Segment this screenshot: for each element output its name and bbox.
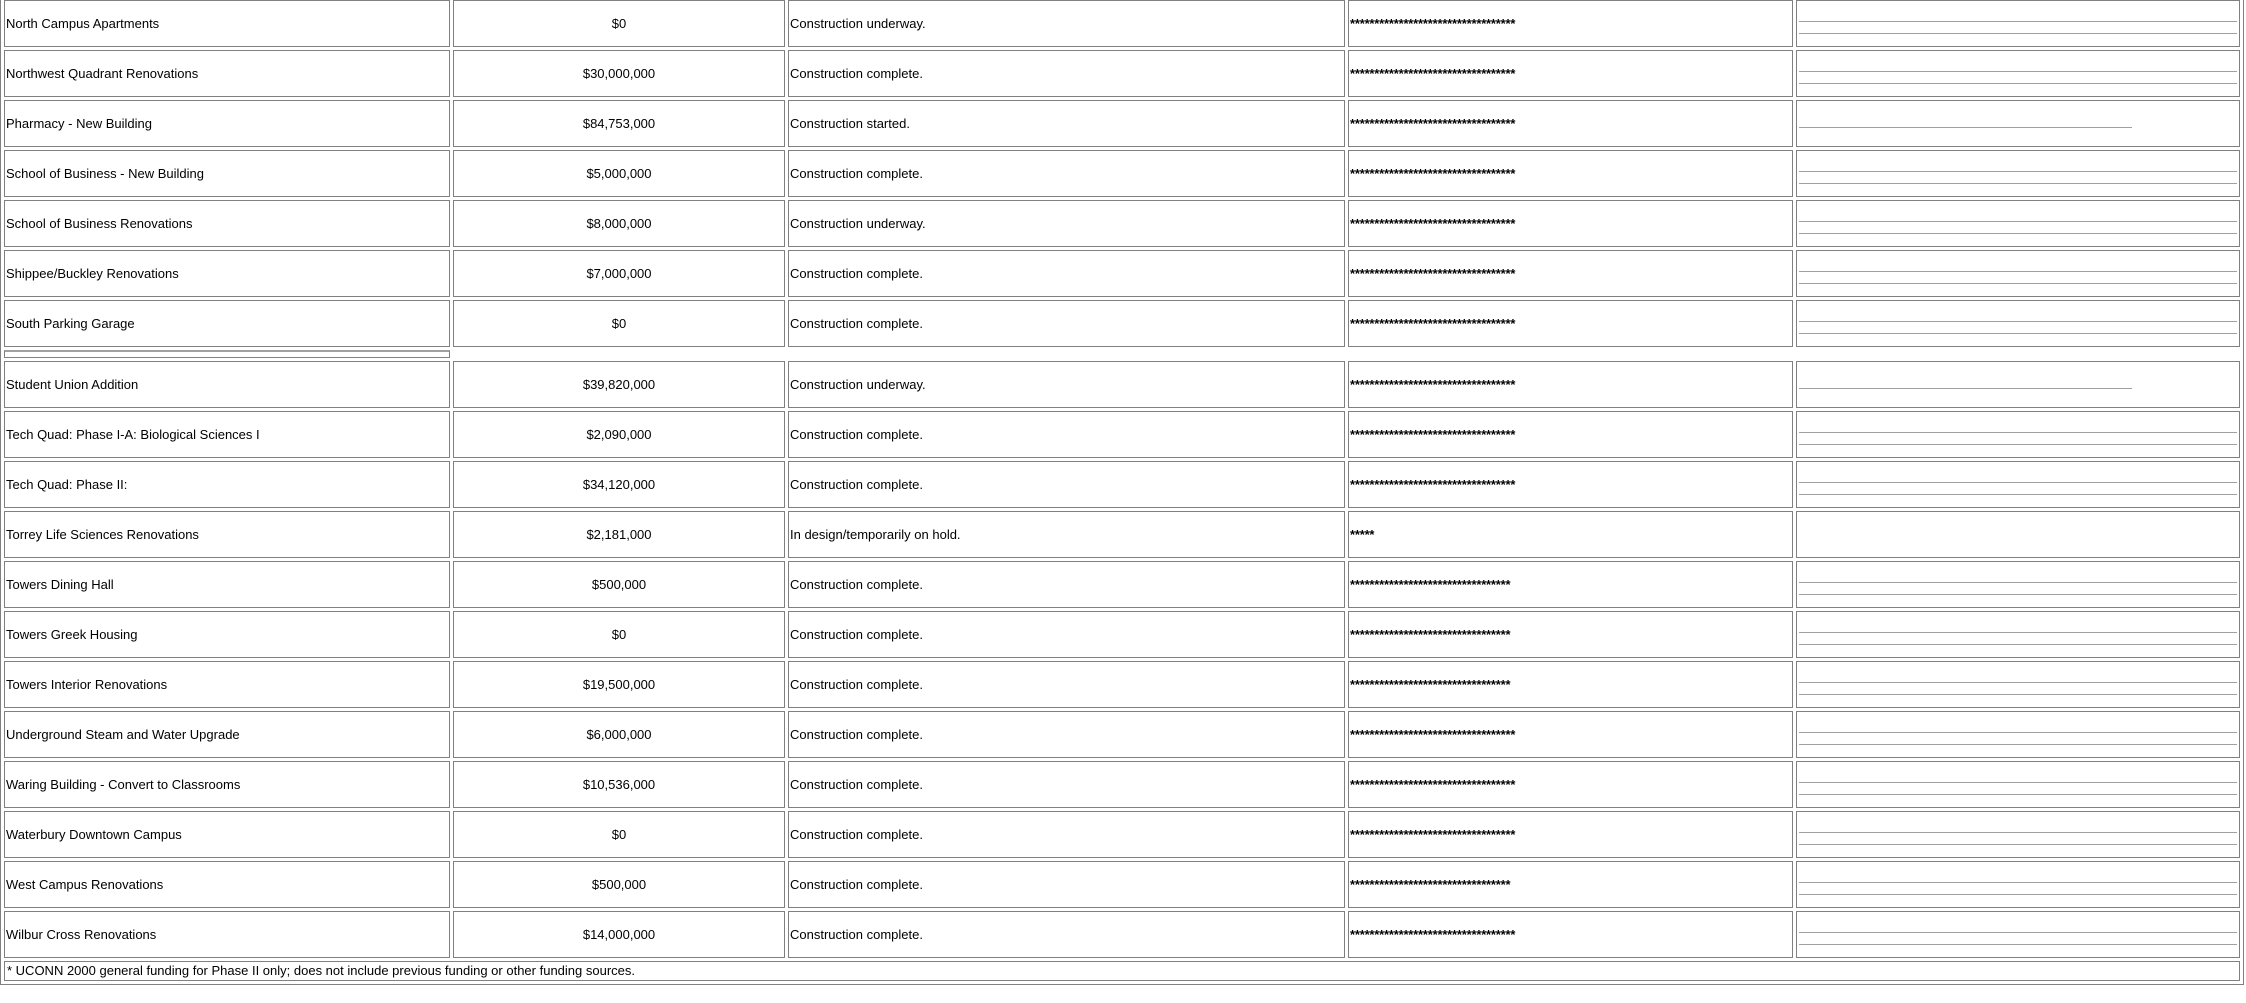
table-row [4, 411, 2240, 458]
progress-rule-bottom [1799, 33, 2237, 34]
project-funding: $10,536,000 [453, 761, 785, 808]
project-status: Construction complete. [788, 250, 1345, 297]
progress-rule-bottom [1799, 844, 2237, 845]
project-progress-bar [1796, 100, 2240, 147]
project-progress-bar [1796, 761, 2240, 808]
project-progress-bar [1796, 561, 2240, 608]
project-progress-bar [1796, 661, 2240, 708]
project-progress-stars: ********************************** [1348, 0, 1793, 47]
progress-rule-top [1799, 682, 2237, 683]
progress-rule-bottom [1799, 744, 2237, 745]
project-progress-stars: ********************************** [1348, 461, 1793, 508]
project-funding: $6,000,000 [453, 711, 785, 758]
project-progress-stars: ********************************** [1348, 150, 1793, 197]
progress-rule-bottom [1799, 494, 2237, 495]
table-row [4, 511, 2240, 558]
project-name: School of Business - New Building [4, 150, 450, 197]
project-name: Waring Building - Convert to Classrooms [4, 761, 450, 808]
progress-rule-bottom [1799, 83, 2237, 84]
project-progress-bar [1796, 511, 2240, 558]
table-row [4, 250, 2240, 297]
project-funding: $7,000,000 [453, 250, 785, 297]
table-row [4, 761, 2240, 808]
project-status: Construction complete. [788, 411, 1345, 458]
progress-rule-bottom [1799, 894, 2237, 895]
progress-rule-top [1799, 932, 2237, 933]
project-name: Student Union Addition [4, 361, 450, 408]
project-progress-stars: ***** [1348, 511, 1793, 558]
progress-rule-bottom [1799, 283, 2237, 284]
project-status: In design/temporarily on hold. [788, 511, 1345, 558]
table-row [4, 911, 2240, 958]
table-row [4, 200, 2240, 247]
project-progress-bar [1796, 411, 2240, 458]
project-progress-stars: ********************************** [1348, 100, 1793, 147]
progress-rule-top [1799, 432, 2237, 433]
project-name: Towers Dining Hall [4, 561, 450, 608]
project-funding: $0 [453, 811, 785, 858]
projects-table [1, 0, 2243, 961]
project-progress-stars: ********************************** [1348, 300, 1793, 347]
project-status: Construction complete. [788, 811, 1345, 858]
project-name: Northwest Quadrant Renovations [4, 50, 450, 97]
project-status: Construction complete. [788, 50, 1345, 97]
project-status: Construction underway. [788, 361, 1345, 408]
project-progress-bar [1796, 361, 2240, 408]
progress-rule-top [1799, 582, 2237, 583]
project-funding: $2,090,000 [453, 411, 785, 458]
project-name: Torrey Life Sciences Renovations [4, 511, 450, 558]
project-name: Shippee/Buckley Renovations [4, 250, 450, 297]
project-funding: $0 [453, 0, 785, 47]
project-name: School of Business Renovations [4, 200, 450, 247]
project-progress-bar [1796, 200, 2240, 247]
footnote: * UCONN 2000 general funding for Phase II only; does not include previous funding or other funding sources. [4, 961, 2240, 981]
project-funding: $0 [453, 300, 785, 347]
project-progress-stars: ********************************** [1348, 250, 1793, 297]
project-progress-stars: ********************************** [1348, 200, 1793, 247]
table-row [4, 361, 2240, 408]
project-name: West Campus Renovations [4, 861, 450, 908]
project-status: Construction complete. [788, 300, 1345, 347]
project-funding: $84,753,000 [453, 100, 785, 147]
progress-rule-top [1799, 832, 2237, 833]
progress-rule-top [1799, 321, 2237, 322]
table-row [4, 861, 2240, 908]
row-divider [4, 350, 2240, 358]
table-row [4, 711, 2240, 758]
progress-rule-top [1799, 221, 2237, 222]
project-funding: $8,000,000 [453, 200, 785, 247]
divider-cell [4, 350, 450, 358]
project-progress-bar [1796, 861, 2240, 908]
progress-rule [1799, 127, 2132, 128]
project-progress-bar [1796, 461, 2240, 508]
project-funding: $5,000,000 [453, 150, 785, 197]
progress-rule-top [1799, 882, 2237, 883]
progress-rule-top [1799, 21, 2237, 22]
progress-rule-top [1799, 171, 2237, 172]
progress-rule-top [1799, 632, 2237, 633]
project-progress-bar [1796, 711, 2240, 758]
progress-rule [1799, 388, 2132, 389]
project-progress-stars: ********************************** [1348, 50, 1793, 97]
project-name: Pharmacy - New Building [4, 100, 450, 147]
table-row [4, 611, 2240, 658]
project-status: Construction started. [788, 100, 1345, 147]
project-name: Tech Quad: Phase II: [4, 461, 450, 508]
project-status: Construction complete. [788, 611, 1345, 658]
project-progress-bar [1796, 50, 2240, 97]
progress-rule-bottom [1799, 594, 2237, 595]
table-row [4, 0, 2240, 47]
progress-rule-bottom [1799, 794, 2237, 795]
project-name: South Parking Garage [4, 300, 450, 347]
table-row [4, 461, 2240, 508]
project-funding: $500,000 [453, 561, 785, 608]
project-funding: $34,120,000 [453, 461, 785, 508]
table-row [4, 811, 2240, 858]
project-funding: $500,000 [453, 861, 785, 908]
project-funding: $2,181,000 [453, 511, 785, 558]
project-name: Towers Interior Renovations [4, 661, 450, 708]
project-funding: $30,000,000 [453, 50, 785, 97]
project-progress-stars: ********************************** [1348, 711, 1793, 758]
project-progress-bar [1796, 300, 2240, 347]
project-progress-bar [1796, 250, 2240, 297]
project-progress-bar [1796, 811, 2240, 858]
progress-rule-top [1799, 782, 2237, 783]
progress-rule-top [1799, 71, 2237, 72]
project-name: Wilbur Cross Renovations [4, 911, 450, 958]
projects-table-body [4, 0, 2240, 958]
project-name: North Campus Apartments [4, 0, 450, 47]
project-funding: $39,820,000 [453, 361, 785, 408]
project-progress-stars: ********************************** [1348, 761, 1793, 808]
progress-rule-top [1799, 732, 2237, 733]
table-row [4, 661, 2240, 708]
project-status: Construction complete. [788, 861, 1345, 908]
progress-rule-bottom [1799, 644, 2237, 645]
project-progress-stars: ********************************* [1348, 561, 1793, 608]
progress-rule-bottom [1799, 333, 2237, 334]
progress-rule-bottom [1799, 233, 2237, 234]
project-name: Underground Steam and Water Upgrade [4, 711, 450, 758]
table-row [4, 150, 2240, 197]
project-progress-bar [1796, 911, 2240, 958]
project-funding: $0 [453, 611, 785, 658]
project-name: Waterbury Downtown Campus [4, 811, 450, 858]
progress-rule-bottom [1799, 694, 2237, 695]
project-funding: $19,500,000 [453, 661, 785, 708]
project-status: Construction complete. [788, 761, 1345, 808]
project-name: Tech Quad: Phase I-A: Biological Sciences I [4, 411, 450, 458]
project-progress-bar [1796, 150, 2240, 197]
project-funding: $14,000,000 [453, 911, 785, 958]
progress-rule-bottom [1799, 444, 2237, 445]
project-progress-stars: ********************************* [1348, 661, 1793, 708]
project-progress-stars: ********************************** [1348, 361, 1793, 408]
table-row [4, 561, 2240, 608]
divider-spacer [453, 350, 2240, 358]
table-row [4, 300, 2240, 347]
progress-rule-bottom [1799, 944, 2237, 945]
project-status: Construction complete. [788, 561, 1345, 608]
project-progress-stars: ********************************** [1348, 411, 1793, 458]
progress-rule-top [1799, 482, 2237, 483]
project-status: Construction complete. [788, 711, 1345, 758]
progress-rule-top [1799, 271, 2237, 272]
project-progress-stars: ********************************** [1348, 911, 1793, 958]
project-status: Construction complete. [788, 911, 1345, 958]
project-progress-bar [1796, 0, 2240, 47]
project-progress-stars: ********************************* [1348, 861, 1793, 908]
project-status: Construction complete. [788, 150, 1345, 197]
table-row [4, 100, 2240, 147]
project-status: Construction complete. [788, 661, 1345, 708]
project-progress-bar [1796, 611, 2240, 658]
project-name: Towers Greek Housing [4, 611, 450, 658]
project-status: Construction underway. [788, 200, 1345, 247]
project-status: Construction complete. [788, 461, 1345, 508]
table-row [4, 50, 2240, 97]
project-status: Construction underway. [788, 0, 1345, 47]
progress-rule-bottom [1799, 183, 2237, 184]
project-progress-stars: ********************************* [1348, 611, 1793, 658]
project-progress-stars: ********************************** [1348, 811, 1793, 858]
